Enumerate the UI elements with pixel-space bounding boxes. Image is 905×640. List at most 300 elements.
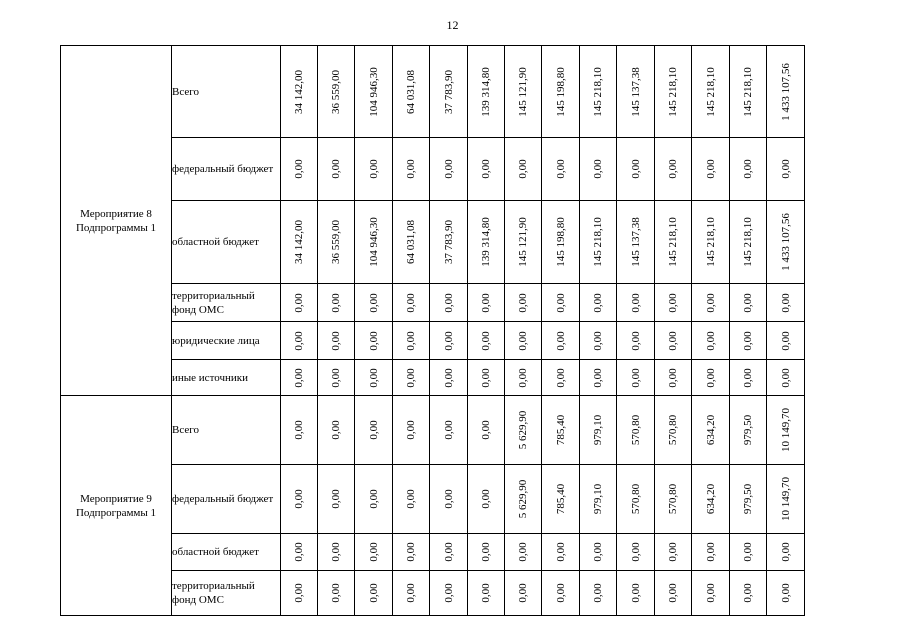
value-text: 634,20 bbox=[704, 414, 717, 446]
value-text: 0,00 bbox=[480, 330, 492, 351]
value-cell bbox=[580, 138, 617, 201]
value-cell bbox=[281, 396, 318, 465]
value-text: 0,00 bbox=[704, 330, 717, 351]
value-cell bbox=[318, 201, 355, 284]
value-text: 979,10 bbox=[592, 483, 604, 515]
value-cell bbox=[355, 322, 393, 360]
value-text: 145 218,10 bbox=[742, 66, 754, 117]
value-cell bbox=[617, 201, 655, 284]
value-text: 0,00 bbox=[554, 292, 567, 313]
value-cell bbox=[430, 138, 468, 201]
value-cell bbox=[655, 46, 692, 138]
value-cell bbox=[542, 534, 580, 571]
value-text: 0,00 bbox=[667, 292, 679, 313]
value-cell bbox=[730, 201, 767, 284]
value-text: 0,00 bbox=[592, 583, 604, 603]
value-text: 0,00 bbox=[629, 583, 642, 603]
value-cell bbox=[355, 284, 393, 322]
value-text: 0,00 bbox=[293, 330, 305, 351]
value-cell bbox=[505, 360, 542, 396]
table-row bbox=[61, 465, 805, 534]
value-cell bbox=[505, 138, 542, 201]
value-text: 0,00 bbox=[442, 420, 455, 440]
value-text: 0,00 bbox=[442, 292, 455, 313]
value-text: 0,00 bbox=[480, 583, 492, 603]
value-cell bbox=[355, 46, 393, 138]
funding-source-cell: областной бюджет bbox=[172, 201, 281, 284]
value-text: 0,00 bbox=[779, 542, 792, 562]
table-row bbox=[61, 138, 805, 201]
value-cell bbox=[430, 322, 468, 360]
value-text: 0,00 bbox=[517, 542, 529, 562]
value-cell bbox=[542, 138, 580, 201]
value-text: 0,00 bbox=[592, 330, 604, 351]
funding-source-cell: федеральный бюджет bbox=[172, 465, 281, 534]
value-cell bbox=[542, 465, 580, 534]
value-cell bbox=[281, 322, 318, 360]
value-text: 0,00 bbox=[742, 583, 754, 603]
value-cell bbox=[730, 396, 767, 465]
value-text: 0,00 bbox=[367, 330, 380, 351]
funding-source-cell: Всего bbox=[172, 46, 281, 138]
budget-table bbox=[60, 45, 805, 616]
value-text: 0,00 bbox=[667, 542, 679, 562]
value-cell bbox=[692, 284, 730, 322]
value-text: 0,00 bbox=[704, 542, 717, 562]
value-cell bbox=[393, 284, 430, 322]
value-cell bbox=[318, 465, 355, 534]
value-cell bbox=[430, 46, 468, 138]
value-text: 145 198,80 bbox=[554, 217, 567, 267]
value-text: 0,00 bbox=[629, 159, 642, 179]
value-text: 0,00 bbox=[554, 330, 567, 351]
value-text: 0,00 bbox=[293, 367, 305, 388]
value-text: 0,00 bbox=[517, 292, 529, 313]
page-number: 12 bbox=[446, 18, 459, 32]
value-cell bbox=[393, 571, 430, 616]
value-text: 0,00 bbox=[480, 420, 492, 440]
value-cell bbox=[730, 360, 767, 396]
value-cell bbox=[655, 284, 692, 322]
value-text: 145 218,10 bbox=[667, 66, 679, 117]
value-text: 0,00 bbox=[629, 292, 642, 313]
value-text: 139 314,80 bbox=[480, 66, 492, 117]
value-text: 0,00 bbox=[330, 292, 342, 313]
value-cell bbox=[355, 571, 393, 616]
value-cell bbox=[468, 46, 505, 138]
value-cell bbox=[655, 138, 692, 201]
value-text: 0,00 bbox=[629, 330, 642, 351]
value-text: 0,00 bbox=[442, 542, 455, 562]
value-cell bbox=[355, 534, 393, 571]
value-text: 104 946,30 bbox=[367, 66, 380, 117]
value-text: 0,00 bbox=[405, 420, 417, 440]
value-text: 785,40 bbox=[554, 414, 567, 446]
value-cell bbox=[767, 201, 805, 284]
value-text: 0,00 bbox=[293, 542, 305, 562]
value-cell bbox=[393, 360, 430, 396]
value-cell bbox=[655, 322, 692, 360]
value-text: 0,00 bbox=[330, 330, 342, 351]
value-cell bbox=[468, 138, 505, 201]
value-cell bbox=[542, 571, 580, 616]
value-cell bbox=[767, 322, 805, 360]
value-cell bbox=[767, 284, 805, 322]
value-text: 145 218,10 bbox=[667, 217, 679, 267]
value-text: 0,00 bbox=[742, 292, 754, 313]
value-text: 5 629,90 bbox=[517, 410, 529, 450]
value-cell bbox=[692, 138, 730, 201]
value-text: 0,00 bbox=[554, 583, 567, 603]
value-cell bbox=[355, 138, 393, 201]
value-cell bbox=[542, 201, 580, 284]
value-cell bbox=[542, 46, 580, 138]
value-cell bbox=[393, 322, 430, 360]
value-text: 0,00 bbox=[293, 489, 305, 509]
value-cell bbox=[655, 534, 692, 571]
value-text: 0,00 bbox=[742, 159, 754, 179]
value-cell bbox=[430, 284, 468, 322]
value-cell bbox=[617, 322, 655, 360]
value-cell bbox=[505, 322, 542, 360]
value-cell bbox=[468, 465, 505, 534]
value-cell bbox=[617, 465, 655, 534]
value-text: 145 218,10 bbox=[704, 217, 717, 267]
value-text: 0,00 bbox=[367, 159, 380, 179]
value-text: 145 137,38 bbox=[629, 217, 642, 267]
value-text: 1 433 107,56 bbox=[779, 62, 792, 121]
value-text: 36 559,00 bbox=[330, 69, 342, 114]
value-cell bbox=[430, 396, 468, 465]
value-text: 0,00 bbox=[704, 367, 717, 388]
value-text: 0,00 bbox=[442, 489, 455, 509]
value-cell bbox=[655, 396, 692, 465]
value-text: 5 629,90 bbox=[517, 479, 529, 519]
value-text: 0,00 bbox=[592, 367, 604, 388]
value-cell bbox=[430, 360, 468, 396]
value-text: 0,00 bbox=[480, 367, 492, 388]
value-cell bbox=[730, 465, 767, 534]
value-cell bbox=[767, 465, 805, 534]
value-text: 10 149,70 bbox=[779, 477, 792, 521]
value-cell bbox=[580, 201, 617, 284]
value-cell bbox=[617, 534, 655, 571]
table-row bbox=[61, 201, 805, 284]
value-text: 0,00 bbox=[779, 583, 792, 603]
value-cell bbox=[767, 534, 805, 571]
funding-source-cell: территориальный фонд ОМС bbox=[172, 571, 281, 616]
value-cell bbox=[468, 571, 505, 616]
value-cell bbox=[767, 138, 805, 201]
value-text: 0,00 bbox=[592, 159, 604, 179]
value-text: 0,00 bbox=[405, 330, 417, 351]
value-text: 34 142,00 bbox=[293, 220, 305, 264]
value-cell bbox=[468, 360, 505, 396]
value-text: 0,00 bbox=[517, 330, 529, 351]
value-cell bbox=[617, 284, 655, 322]
funding-source-cell: областной бюджет bbox=[172, 534, 281, 571]
value-text: 0,00 bbox=[742, 542, 754, 562]
value-text: 785,40 bbox=[554, 483, 567, 515]
value-cell bbox=[580, 465, 617, 534]
value-text: 0,00 bbox=[629, 367, 642, 388]
value-cell bbox=[318, 396, 355, 465]
value-cell bbox=[505, 571, 542, 616]
value-text: 145 121,90 bbox=[517, 217, 529, 267]
value-text: 0,00 bbox=[779, 159, 792, 179]
value-text: 0,00 bbox=[367, 367, 380, 388]
value-text: 979,10 bbox=[592, 414, 604, 446]
value-text: 570,80 bbox=[667, 483, 679, 515]
value-text: 0,00 bbox=[742, 330, 754, 351]
value-text: 0,00 bbox=[779, 367, 792, 388]
value-cell bbox=[430, 201, 468, 284]
value-cell bbox=[617, 138, 655, 201]
value-cell bbox=[767, 396, 805, 465]
value-cell bbox=[542, 284, 580, 322]
value-cell bbox=[430, 534, 468, 571]
value-text: 0,00 bbox=[779, 292, 792, 313]
value-text: 0,00 bbox=[293, 583, 305, 603]
value-cell bbox=[468, 201, 505, 284]
value-cell bbox=[655, 201, 692, 284]
value-cell bbox=[655, 465, 692, 534]
value-text: 0,00 bbox=[667, 159, 679, 179]
value-cell bbox=[580, 284, 617, 322]
value-cell bbox=[393, 534, 430, 571]
value-cell bbox=[617, 396, 655, 465]
value-cell bbox=[730, 534, 767, 571]
value-cell bbox=[393, 201, 430, 284]
value-text: 36 559,00 bbox=[330, 220, 342, 264]
value-text: 0,00 bbox=[330, 420, 342, 440]
value-cell bbox=[542, 396, 580, 465]
value-cell bbox=[730, 46, 767, 138]
value-cell bbox=[730, 284, 767, 322]
value-text: 145 218,10 bbox=[592, 66, 604, 117]
value-text: 145 121,90 bbox=[517, 66, 529, 117]
value-cell bbox=[355, 396, 393, 465]
value-cell bbox=[580, 360, 617, 396]
value-text: 0,00 bbox=[517, 367, 529, 388]
value-cell bbox=[355, 465, 393, 534]
value-cell bbox=[318, 571, 355, 616]
value-text: 145 198,80 bbox=[554, 66, 567, 117]
value-text: 979,50 bbox=[742, 483, 754, 515]
value-text: 0,00 bbox=[405, 159, 417, 179]
value-text: 0,00 bbox=[442, 330, 455, 351]
value-cell bbox=[318, 284, 355, 322]
table-row bbox=[61, 284, 805, 322]
value-text: 0,00 bbox=[367, 583, 380, 603]
value-cell bbox=[430, 571, 468, 616]
value-text: 0,00 bbox=[367, 542, 380, 562]
table-row bbox=[61, 534, 805, 571]
value-text: 0,00 bbox=[554, 159, 567, 179]
value-text: 0,00 bbox=[405, 489, 417, 509]
value-text: 0,00 bbox=[779, 330, 792, 351]
funding-source-cell: иные источники bbox=[172, 360, 281, 396]
value-cell bbox=[617, 571, 655, 616]
value-cell bbox=[505, 396, 542, 465]
value-cell bbox=[505, 284, 542, 322]
value-text: 145 137,38 bbox=[629, 66, 642, 117]
value-text: 0,00 bbox=[554, 367, 567, 388]
value-cell bbox=[692, 322, 730, 360]
value-text: 139 314,80 bbox=[480, 217, 492, 267]
value-text: 1 433 107,56 bbox=[779, 213, 792, 271]
value-text: 0,00 bbox=[629, 542, 642, 562]
table-row bbox=[61, 46, 805, 138]
value-cell bbox=[318, 46, 355, 138]
value-cell bbox=[505, 465, 542, 534]
value-cell bbox=[393, 465, 430, 534]
value-cell bbox=[692, 465, 730, 534]
value-cell bbox=[617, 46, 655, 138]
value-text: 0,00 bbox=[442, 583, 455, 603]
value-text: 0,00 bbox=[367, 292, 380, 313]
value-cell bbox=[505, 46, 542, 138]
value-cell bbox=[767, 46, 805, 138]
value-text: 64 031,08 bbox=[405, 220, 417, 264]
value-cell bbox=[655, 571, 692, 616]
value-text: 10 149,70 bbox=[779, 408, 792, 452]
value-cell bbox=[430, 465, 468, 534]
value-text: 0,00 bbox=[742, 367, 754, 388]
value-cell bbox=[655, 360, 692, 396]
value-cell bbox=[355, 360, 393, 396]
value-text: 0,00 bbox=[704, 159, 717, 179]
event-name-cell: Мероприятие 8 Подпрограммы 1 bbox=[61, 46, 172, 396]
value-cell bbox=[730, 571, 767, 616]
value-cell bbox=[692, 571, 730, 616]
value-cell bbox=[580, 396, 617, 465]
value-cell bbox=[580, 571, 617, 616]
table-row bbox=[61, 360, 805, 396]
value-cell bbox=[692, 360, 730, 396]
value-text: 570,80 bbox=[629, 483, 642, 515]
value-text: 0,00 bbox=[367, 489, 380, 509]
table-row bbox=[61, 571, 805, 616]
value-text: 0,00 bbox=[554, 542, 567, 562]
value-cell bbox=[281, 201, 318, 284]
funding-source-cell: юридические лица bbox=[172, 322, 281, 360]
value-text: 0,00 bbox=[330, 367, 342, 388]
value-text: 104 946,30 bbox=[367, 217, 380, 267]
funding-source-cell: Всего bbox=[172, 396, 281, 465]
value-text: 64 031,08 bbox=[405, 69, 417, 114]
value-text: 0,00 bbox=[442, 367, 455, 388]
value-text: 0,00 bbox=[293, 292, 305, 313]
funding-source-cell: территориальный фонд ОМС bbox=[172, 284, 281, 322]
value-cell bbox=[692, 534, 730, 571]
value-cell bbox=[617, 360, 655, 396]
value-cell bbox=[281, 465, 318, 534]
value-cell bbox=[692, 396, 730, 465]
value-cell bbox=[692, 201, 730, 284]
value-text: 37 783,90 bbox=[442, 69, 455, 114]
value-text: 0,00 bbox=[704, 292, 717, 313]
table-row bbox=[61, 396, 805, 465]
value-cell bbox=[505, 534, 542, 571]
value-cell bbox=[393, 396, 430, 465]
value-text: 0,00 bbox=[667, 367, 679, 388]
value-cell bbox=[468, 534, 505, 571]
value-cell bbox=[318, 534, 355, 571]
value-text: 0,00 bbox=[480, 542, 492, 562]
value-cell bbox=[692, 46, 730, 138]
value-cell bbox=[542, 360, 580, 396]
value-text: 0,00 bbox=[667, 330, 679, 351]
value-cell bbox=[505, 201, 542, 284]
value-text: 0,00 bbox=[330, 159, 342, 179]
value-cell bbox=[468, 284, 505, 322]
value-text: 37 783,90 bbox=[442, 220, 455, 264]
value-cell bbox=[281, 138, 318, 201]
value-text: 0,00 bbox=[480, 292, 492, 313]
value-text: 0,00 bbox=[442, 159, 455, 179]
value-cell bbox=[767, 360, 805, 396]
value-text: 0,00 bbox=[592, 542, 604, 562]
value-text: 0,00 bbox=[330, 489, 342, 509]
value-text: 0,00 bbox=[293, 420, 305, 440]
value-text: 0,00 bbox=[592, 292, 604, 313]
value-cell bbox=[318, 360, 355, 396]
value-cell bbox=[318, 322, 355, 360]
value-text: 145 218,10 bbox=[704, 66, 717, 117]
funding-source-cell: федеральный бюджет bbox=[172, 138, 281, 201]
value-cell bbox=[730, 322, 767, 360]
value-cell bbox=[355, 201, 393, 284]
value-text: 34 142,00 bbox=[293, 69, 305, 114]
value-text: 979,50 bbox=[742, 414, 754, 446]
value-cell bbox=[468, 322, 505, 360]
value-cell bbox=[542, 322, 580, 360]
value-cell bbox=[281, 284, 318, 322]
table-row bbox=[61, 322, 805, 360]
value-text: 145 218,10 bbox=[742, 217, 754, 267]
value-cell bbox=[393, 138, 430, 201]
value-text: 0,00 bbox=[367, 420, 380, 440]
value-text: 0,00 bbox=[480, 489, 492, 509]
value-text: 0,00 bbox=[405, 292, 417, 313]
value-cell bbox=[281, 534, 318, 571]
value-cell bbox=[767, 571, 805, 616]
value-cell bbox=[281, 360, 318, 396]
value-cell bbox=[580, 534, 617, 571]
value-text: 570,80 bbox=[667, 414, 679, 446]
value-text: 0,00 bbox=[330, 583, 342, 603]
value-text: 0,00 bbox=[517, 159, 529, 179]
value-cell bbox=[580, 322, 617, 360]
value-text: 0,00 bbox=[405, 583, 417, 603]
value-cell bbox=[580, 46, 617, 138]
value-text: 0,00 bbox=[330, 542, 342, 562]
value-text: 0,00 bbox=[293, 159, 305, 179]
event-name-cell: Мероприятие 9 Подпрограммы 1 bbox=[61, 396, 172, 616]
value-text: 145 218,10 bbox=[592, 217, 604, 267]
value-text: 0,00 bbox=[405, 367, 417, 388]
value-cell bbox=[393, 46, 430, 138]
value-text: 634,20 bbox=[704, 483, 717, 515]
value-text: 0,00 bbox=[517, 583, 529, 603]
value-cell bbox=[281, 571, 318, 616]
value-text: 0,00 bbox=[667, 583, 679, 603]
value-text: 0,00 bbox=[480, 159, 492, 179]
value-cell bbox=[318, 138, 355, 201]
value-text: 0,00 bbox=[704, 583, 717, 603]
value-cell bbox=[281, 46, 318, 138]
